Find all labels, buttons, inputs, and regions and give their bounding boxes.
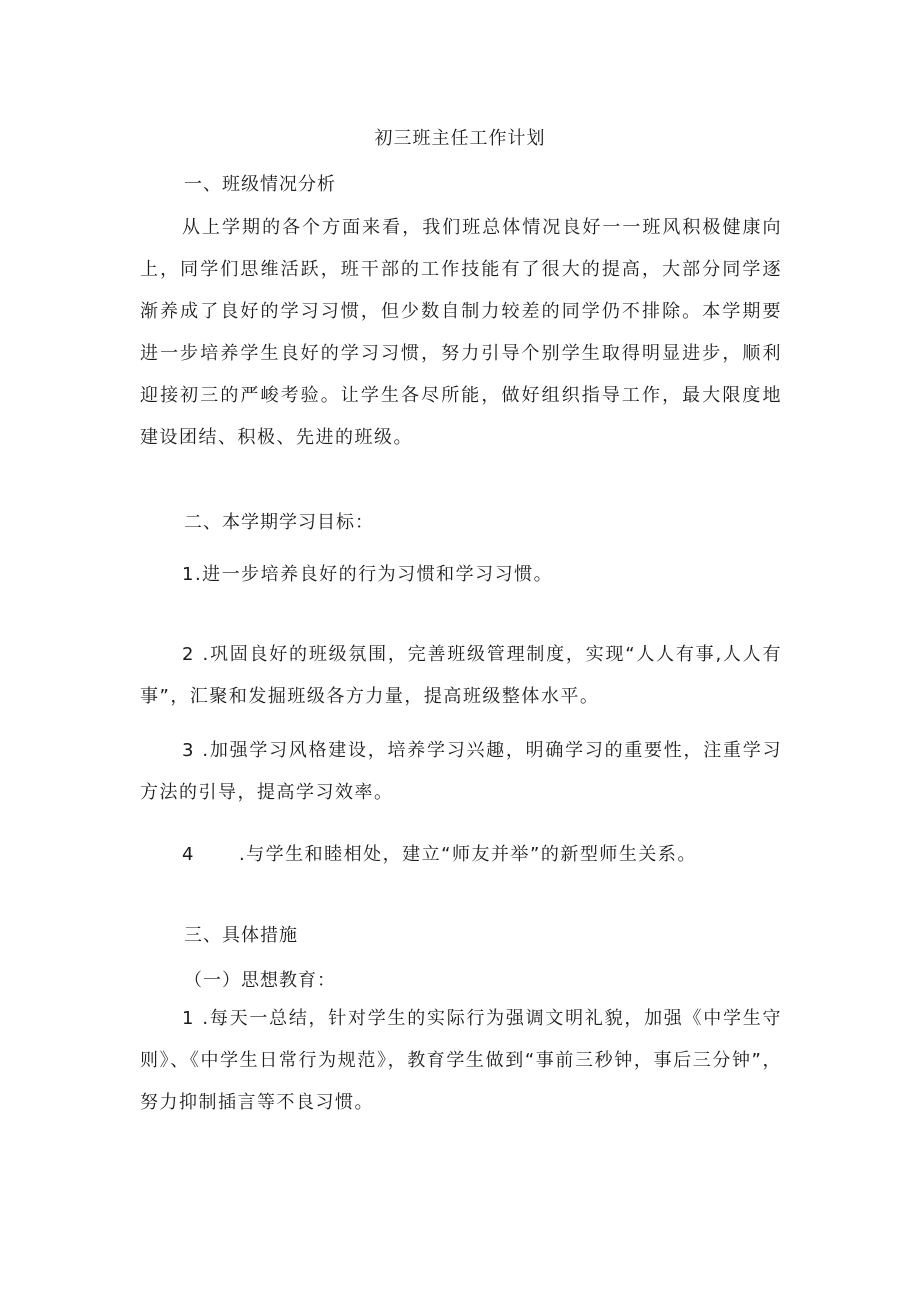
subheading-ideological-education: （一）思想教育： <box>184 970 336 991</box>
document-title: 初三班主任工作计划 <box>374 128 546 149</box>
goal-item-3: 3 .加强学习风格建设，培养学习兴趣，明确学习的重要性，注重学习方法的引导，提高学习效率。 <box>140 740 782 803</box>
section-heading-class-analysis: 一、班级情况分析 <box>184 174 336 195</box>
goal-item-4-number: 4 <box>182 844 195 865</box>
goal-item-4 <box>140 834 782 876</box>
goal-item-2: 2 .巩固良好的班级氛围，完善班级管理制度，实现“人人有事,人人有事”，汇聚和发掘班级各方力量，提高班级整体水平。 <box>140 644 782 707</box>
section-heading-measures: 三、具体措施 <box>184 925 298 946</box>
section-heading-study-goals: 二、本学期学习目标： <box>184 512 374 533</box>
goal-item-4-text: .与学生和睦相处，建立“师友并举”的新型师生关系。 <box>238 844 697 865</box>
goal-item-1: 1.进一步培养良好的行为习惯和学习习惯。 <box>182 564 554 585</box>
measure-item-1: 1 .每天一总结，针对学生的实际行为强调文明礼貌，加强《中学生守则》、《中学生日常行为规范》，教育学生做到“事前三秒钟，事后三分钟”，努力抑制插言等不良习惯。 <box>140 1008 782 1113</box>
class-analysis-paragraph: 从上学期的各个方面来看，我们班总体情况良好一一班风积极健康向上，同学们思维活跃，班干部的工作技能有了很大的提高，大部分同学逐渐养成了良好的学习习惯，但少数自制力较差的同学仍不排除。本学期要进一步培养学生良好的学习习惯，努力引导个别学生取得明显进步，顺利迎接初三的严峻考验。让学生各尽所能，做好组织指导工作，最大限度地建设团结、积极、先进的班级。 <box>140 217 782 448</box>
